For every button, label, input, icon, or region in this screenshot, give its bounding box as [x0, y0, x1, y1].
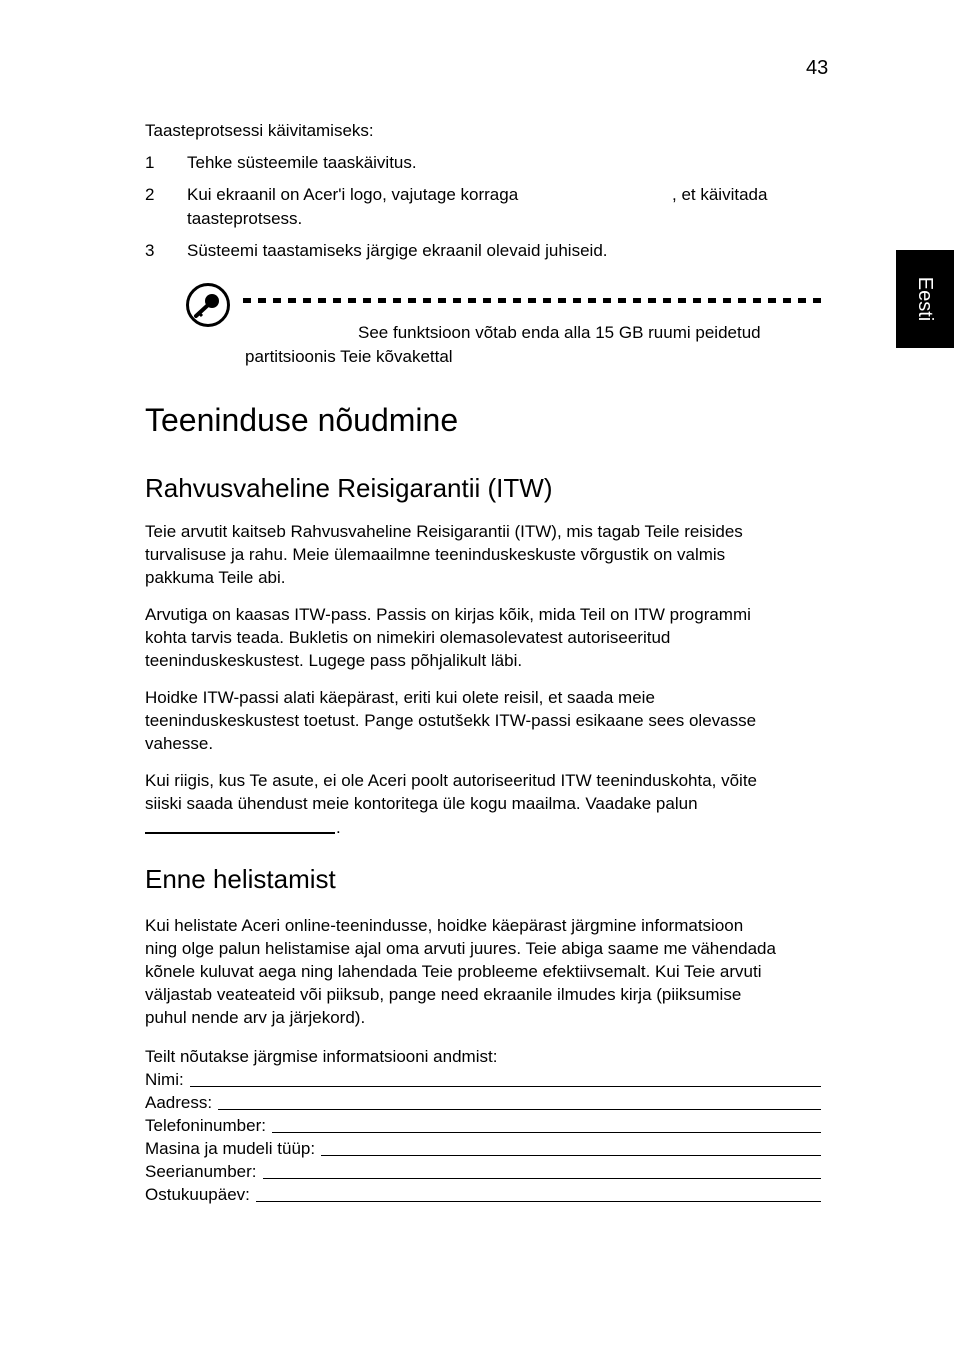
paragraph-line: turvalisuse ja rahu. Meie ülemaailmne teeninduskeskuste võrgustik on valmis: [145, 545, 726, 564]
page-title: Teeninduse nõudmine: [145, 402, 459, 438]
field-label: Aadress:: [145, 1093, 213, 1112]
paragraph-line: Teie arvutit kaitseb Rahvusvaheline Reisigarantii (ITW), mis tagab Teile reisides: [145, 522, 743, 541]
paragraph-line: väljastab veateateid või piiksub, pange need ekraanile ilmudes kirja (piiksumise: [145, 985, 742, 1004]
paragraph: [145, 769, 835, 815]
field-line[interactable]: [256, 1185, 821, 1202]
paragraph-line: Hoidke ITW-passi alati käepärast, eriti kui olete reisil, et saada meie: [145, 688, 655, 707]
step-number: 3: [145, 241, 155, 260]
paragraph: [145, 686, 835, 755]
paragraph-line: pakkuma Teile abi.: [145, 568, 286, 587]
language-tab-label: Eesti: [914, 276, 936, 322]
field-label: Nimi:: [145, 1070, 184, 1089]
step-text-continued: , et käivitada: [672, 185, 768, 204]
step-number: 2: [145, 185, 155, 204]
note-text: See funktsioon võtab enda alla 15 GB ruumi peidetud: [358, 323, 761, 342]
note-divider: [243, 298, 826, 303]
paragraph-line: teeninduskeskustest toetust. Pange ostutšekk ITW-passi esikaane sees olevasse: [145, 711, 757, 730]
paragraph-line: kõnele kuluvat aega ning lahendada Teie probleeme efektiivsemalt. Kui Teie arvuti: [145, 962, 762, 981]
paragraph: [145, 520, 835, 589]
form-field-name[interactable]: [145, 1068, 821, 1091]
key-icon: [185, 282, 231, 328]
paragraph-line: Kui riigis, kus Te asute, ei ole Aceri poolt autoriseeritud ITW teeninduskohta, võite: [145, 771, 758, 790]
form-field-address[interactable]: [145, 1091, 821, 1114]
step-text: Süsteemi taastamiseks järgige ekraanil olevaid juhiseid.: [187, 241, 608, 260]
paragraph: [145, 914, 835, 1029]
field-line[interactable]: [321, 1139, 821, 1156]
form-intro: Teilt nõutakse järgmise informatsiooni andmist:: [145, 1047, 498, 1066]
paragraph-line: ning olge palun helistamise ajal oma arvuti juures. Teie abiga saame me vähendada: [145, 939, 776, 958]
field-label: Telefoninumber:: [145, 1116, 266, 1135]
paragraph-line: siiski saada ühendust meie kontoritega üle kogu maailma. Vaadake palun: [145, 794, 698, 813]
field-line[interactable]: [190, 1070, 821, 1087]
link-underline[interactable]: [145, 832, 335, 834]
form-field-model[interactable]: [145, 1137, 821, 1160]
paragraph-line: Arvutiga on kaasas ITW-pass. Passis on kirjas kõik, mida Teil on ITW programmi: [145, 605, 751, 624]
language-tab: [896, 250, 954, 348]
form-field-phone[interactable]: [145, 1114, 821, 1137]
step-text-line2: taasteprotsess.: [187, 209, 303, 228]
step-number: 1: [145, 153, 155, 172]
paragraph-line: vahesse.: [145, 734, 214, 753]
section-title: Enne helistamist: [145, 864, 336, 894]
field-line[interactable]: [263, 1162, 821, 1179]
note-text-line2: partitsioonis Teie kõvakettal: [245, 347, 453, 366]
paragraph-line: puhul nende arv ja järjekord).: [145, 1008, 366, 1027]
intro-text: Taasteprotsessi käivitamiseks:: [145, 121, 374, 140]
field-line[interactable]: [272, 1116, 821, 1133]
form-field-serial[interactable]: [145, 1160, 821, 1183]
step-text: Tehke süsteemile taaskäivitus.: [187, 153, 417, 172]
step-text: Kui ekraanil on Acer'i logo, vajutage korraga: [187, 185, 519, 204]
link-period: .: [336, 818, 341, 837]
field-label: Masina ja mudeli tüüp:: [145, 1139, 316, 1158]
paragraph-line: kohta tarvis teada. Bukletis on nimekiri olemasolevatest autoriseeritud: [145, 628, 671, 647]
page-number: 43: [806, 57, 829, 79]
field-label: Seerianumber:: [145, 1162, 257, 1181]
paragraph: [145, 603, 835, 672]
form-field-purchase-date[interactable]: [145, 1183, 821, 1206]
paragraph-line: teeninduskeskustest. Lugege pass põhjalikult läbi.: [145, 651, 523, 670]
section-title: Rahvusvaheline Reisigarantii (ITW): [145, 473, 553, 503]
paragraph-line: Kui helistate Aceri online-teenindusse, hoidke käepärast järgmine informatsioon: [145, 916, 744, 935]
field-line[interactable]: [218, 1093, 821, 1110]
field-label: Ostukuupäev:: [145, 1185, 250, 1204]
